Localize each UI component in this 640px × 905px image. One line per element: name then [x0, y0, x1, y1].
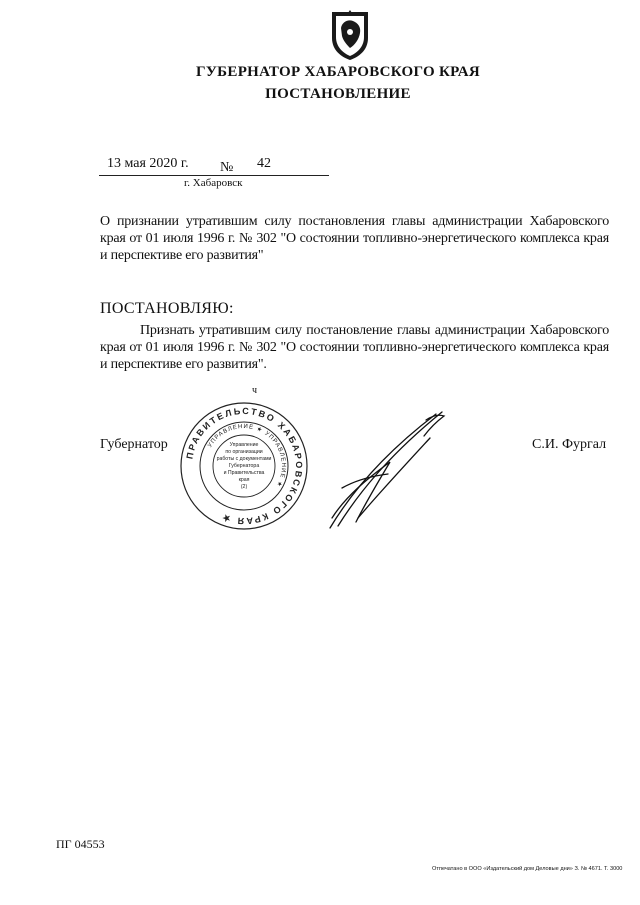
stamp-line-1: Управление	[229, 442, 259, 448]
document-code: ПГ 04553	[56, 837, 105, 851]
decree-word: ПОСТАНОВЛЯЮ:	[100, 300, 234, 317]
document-type: ПОСТАНОВЛЕНИЕ	[265, 86, 411, 102]
document-date: 13 мая 2020 г.	[107, 156, 189, 171]
svg-text:ПРАВИТЕЛЬСТВО ХАБАРОВСКОГО КРА: ПРАВИТЕЛЬСТВО ХАБАРОВСКОГО КРАЯ ★	[184, 405, 305, 527]
svg-text:УПРАВЛЕНИЕ ★ УПРАВЛЕНИЕ ★: УПРАВЛЕНИЕ ★ УПРАВЛЕНИЕ ★	[207, 423, 287, 489]
svg-text:(2): (2)	[240, 484, 248, 490]
document-number: 42	[257, 156, 271, 171]
handwritten-signature	[318, 398, 448, 538]
date-underline	[99, 175, 329, 176]
svg-text:края: края	[238, 477, 250, 483]
margin-mark: ч	[252, 385, 258, 396]
official-stamp	[178, 400, 310, 532]
coat-of-arms-emblem	[328, 8, 372, 62]
decree-body: Признать утратившим силу постановление главы администрации Хабаровского края от 01 июля 1996 г. № 302 "О состоянии топливно-энергетического комплекса края и перспективе его развития".	[100, 323, 609, 372]
document-city: г. Хабаровск	[184, 177, 243, 189]
printer-footnote: Отпечатано в ООО «Издательский дом Деловые дни» З. № 4671. Т. 3000	[432, 866, 623, 872]
signatory-role: Губернатор	[100, 437, 168, 452]
issuing-authority: ГУБЕРНАТОР ХАБАРОВСКОГО КРАЯ	[196, 64, 480, 80]
signatory-name: С.И. Фургал	[532, 437, 607, 452]
svg-text:по организации: по организации	[225, 449, 263, 455]
svg-text:работы с документами: работы с документами	[216, 456, 272, 462]
svg-text:Губернатора: Губернатора	[228, 463, 260, 469]
document-title: О признании утратившим силу постановления главы администрации Хабаровского края от 01 июля 1996 г. № 302 "О состоянии топливно-энергетического комплекса края и перспективе его развития"	[100, 214, 609, 263]
number-sign: №	[220, 160, 234, 175]
svg-text:и Правительства: и Правительства	[223, 470, 265, 476]
